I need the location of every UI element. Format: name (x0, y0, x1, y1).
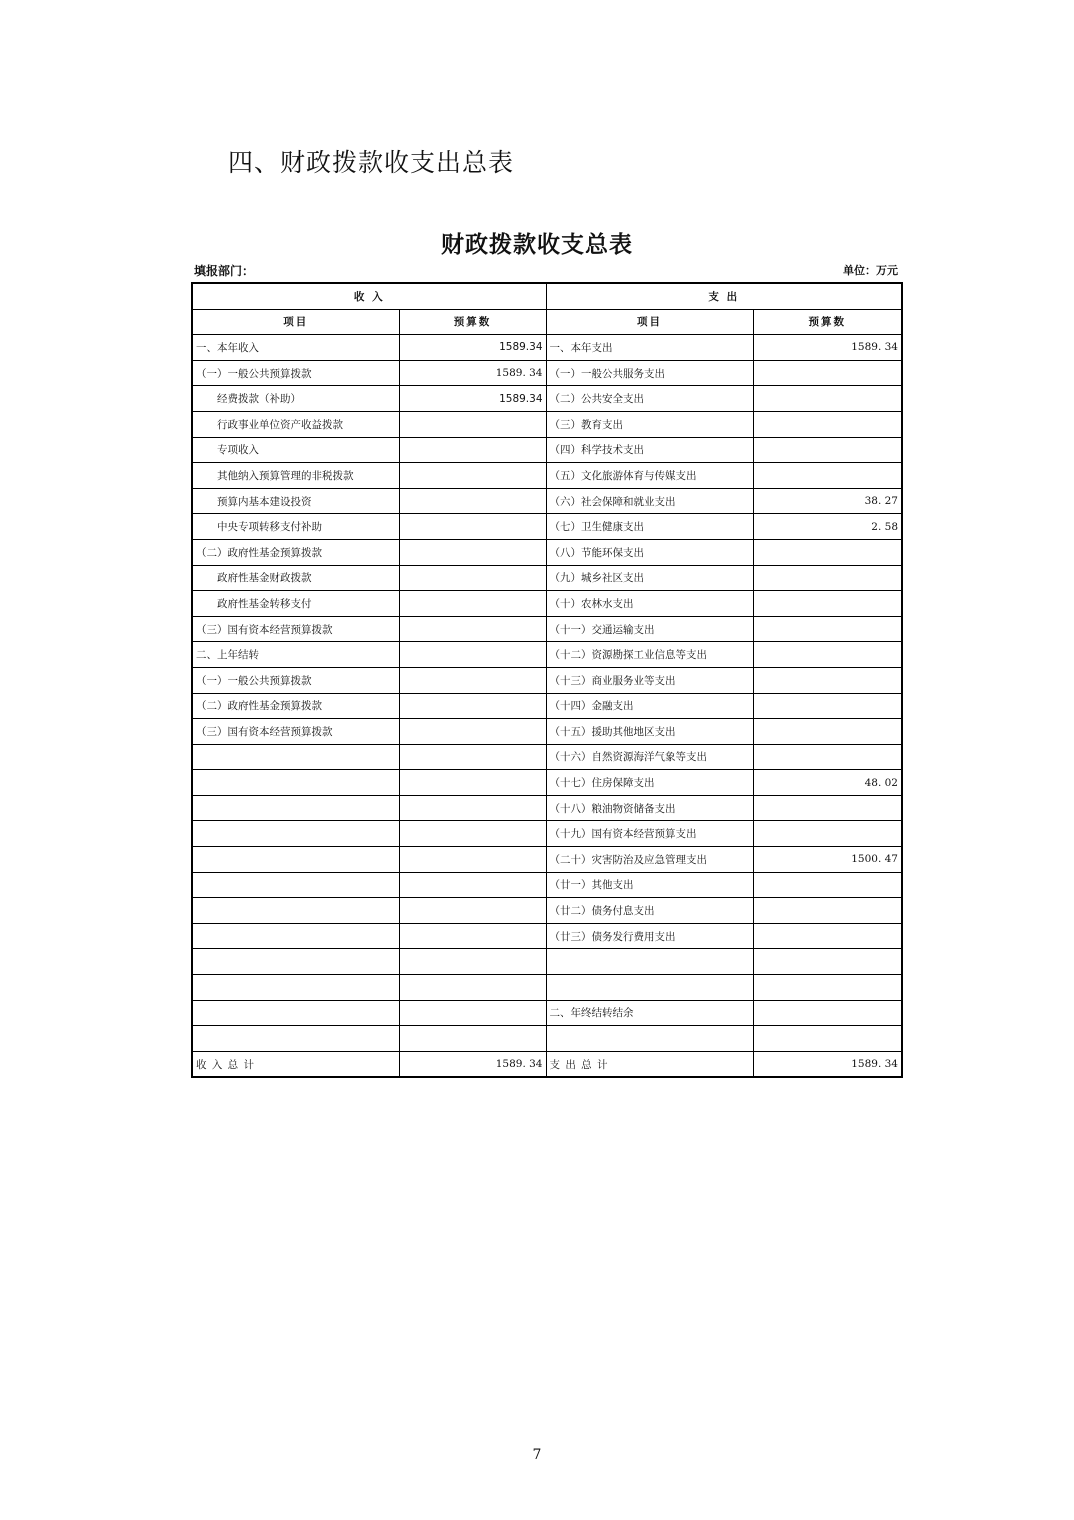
table-row (192, 360, 902, 386)
expense-value: 2. 58 (753, 514, 902, 540)
income-item (192, 847, 399, 873)
expense-value: 48. 02 (753, 770, 902, 796)
expense-item (546, 1026, 753, 1052)
expense-item: （五）文化旅游体育与传媒支出 (546, 463, 753, 489)
income-item: （三）国有资本经营预算拨款 (192, 616, 399, 642)
income-item (192, 1026, 399, 1052)
expense-value (753, 591, 902, 617)
income-value (399, 539, 546, 565)
expense-value: 1500. 47 (753, 847, 902, 873)
income-total-label: 收 入 总 计 (192, 1051, 399, 1077)
income-value (399, 616, 546, 642)
income-item (192, 872, 399, 898)
totals-row (192, 1051, 902, 1077)
table-row (192, 872, 902, 898)
income-item (192, 1000, 399, 1026)
expense-item: （十一）交通运输支出 (546, 616, 753, 642)
income-item (192, 795, 399, 821)
expense-item: （十三）商业服务业等支出 (546, 667, 753, 693)
table-row (192, 1026, 902, 1052)
expense-item: （十八）粮油物资储备支出 (546, 795, 753, 821)
income-item: （二）政府性基金预算拨款 (192, 693, 399, 719)
unit-label: 单位：万元 (843, 264, 898, 277)
expense-item: （廿一）其他支出 (546, 872, 753, 898)
expense-value (753, 539, 902, 565)
expense-item: （九）城乡社区支出 (546, 565, 753, 591)
table-row (192, 975, 902, 1001)
income-value (399, 565, 546, 591)
table-row (192, 795, 902, 821)
expense-value (753, 975, 902, 1001)
income-value (399, 744, 546, 770)
expense-item: （十五）援助其他地区支出 (546, 719, 753, 745)
income-value: 1589.34 (399, 335, 546, 361)
table-row (192, 1000, 902, 1026)
income-item: 专项收入 (192, 437, 399, 463)
expense-item: （八）节能环保支出 (546, 539, 753, 565)
expense-item: （二十）灾害防治及应急管理支出 (546, 847, 753, 873)
expense-total-value: 1589. 34 (753, 1051, 902, 1077)
income-value (399, 642, 546, 668)
table-row (192, 488, 902, 514)
expense-item: （廿二）债务付息支出 (546, 898, 753, 924)
expense-item: （四）科学技术支出 (546, 437, 753, 463)
expense-item: （十二）资源勘探工业信息等支出 (546, 642, 753, 668)
header-row-group (192, 283, 902, 309)
income-value (399, 975, 546, 1001)
expense-value (753, 949, 902, 975)
expense-value (753, 642, 902, 668)
table-row (192, 514, 902, 540)
budget-table (191, 282, 903, 1078)
income-item: 行政事业单位资产收益拨款 (192, 411, 399, 437)
expense-value (753, 565, 902, 591)
income-value (399, 463, 546, 489)
income-value (399, 437, 546, 463)
income-item: 中央专项转移支付补助 (192, 514, 399, 540)
table-row (192, 335, 902, 361)
page-number: 7 (532, 1447, 542, 1463)
income-item: （一）一般公共预算拨款 (192, 360, 399, 386)
table-row (192, 642, 902, 668)
expense-value (753, 360, 902, 386)
expense-item-header: 项目 (546, 309, 753, 335)
table-row (192, 539, 902, 565)
income-value (399, 923, 546, 949)
expense-item: （十九）国有资本经营预算支出 (546, 821, 753, 847)
income-item: 政府性基金转移支付 (192, 591, 399, 617)
income-value (399, 898, 546, 924)
income-item (192, 821, 399, 847)
section-heading: 四、财政拨款收支出总表 (228, 148, 515, 177)
table-row (192, 693, 902, 719)
table-row (192, 898, 902, 924)
income-value (399, 667, 546, 693)
income-value (399, 591, 546, 617)
income-item: 预算内基本建设投资 (192, 488, 399, 514)
income-item: 二、上年结转 (192, 642, 399, 668)
expense-value (753, 1000, 902, 1026)
expense-item: （六）社会保障和就业支出 (546, 488, 753, 514)
table-row (192, 667, 902, 693)
expense-total-label: 支 出 总 计 (546, 1051, 753, 1077)
table-row (192, 437, 902, 463)
expense-item: （二）公共安全支出 (546, 386, 753, 412)
expense-value (753, 795, 902, 821)
table-row (192, 463, 902, 489)
expense-value (753, 872, 902, 898)
expense-value (753, 821, 902, 847)
expense-item: （十七）住房保障支出 (546, 770, 753, 796)
income-item (192, 949, 399, 975)
income-item: （一）一般公共预算拨款 (192, 667, 399, 693)
income-item: （三）国有资本经营预算拨款 (192, 719, 399, 745)
income-value (399, 411, 546, 437)
income-header: 收 入 (192, 283, 546, 309)
department-label: 填报部门： (194, 264, 255, 278)
expense-item: （一）一般公共服务支出 (546, 360, 753, 386)
income-item (192, 923, 399, 949)
income-value (399, 1026, 546, 1052)
income-item (192, 975, 399, 1001)
income-value (399, 795, 546, 821)
expense-value (753, 1026, 902, 1052)
income-item: 经费拨款（补助） (192, 386, 399, 412)
income-total-value: 1589. 34 (399, 1051, 546, 1077)
table-title: 财政拨款收支总表 (441, 232, 633, 258)
table-row (192, 923, 902, 949)
income-value: 1589. 34 (399, 360, 546, 386)
table-row (192, 565, 902, 591)
expense-item: 一、本年支出 (546, 335, 753, 361)
expense-item: （十）农林水支出 (546, 591, 753, 617)
table-row (192, 411, 902, 437)
table-row (192, 821, 902, 847)
expense-value (753, 693, 902, 719)
expense-value (753, 437, 902, 463)
expense-value (753, 616, 902, 642)
table-row (192, 616, 902, 642)
income-value (399, 1000, 546, 1026)
table-row (192, 949, 902, 975)
expense-item: 二、年终结转结余 (546, 1000, 753, 1026)
income-value (399, 770, 546, 796)
expense-value (753, 898, 902, 924)
expense-item: （七）卫生健康支出 (546, 514, 753, 540)
expense-budget-header: 预算数 (753, 309, 902, 335)
income-item (192, 898, 399, 924)
income-item-header: 项目 (192, 309, 399, 335)
income-item: 政府性基金财政拨款 (192, 565, 399, 591)
expense-value (753, 719, 902, 745)
income-value (399, 821, 546, 847)
expense-value (753, 411, 902, 437)
income-item: 其他纳入预算管理的非税拨款 (192, 463, 399, 489)
expense-item (546, 975, 753, 1001)
expense-value (753, 923, 902, 949)
expense-item: （十四）金融支出 (546, 693, 753, 719)
expense-value (753, 744, 902, 770)
expense-value: 1589. 34 (753, 335, 902, 361)
table-row (192, 744, 902, 770)
income-value (399, 488, 546, 514)
expense-item: （三）教育支出 (546, 411, 753, 437)
table-row (192, 386, 902, 412)
income-value: 1589.34 (399, 386, 546, 412)
income-value (399, 514, 546, 540)
expense-value (753, 667, 902, 693)
income-value (399, 847, 546, 873)
income-budget-header: 预算数 (399, 309, 546, 335)
income-item: 一、本年收入 (192, 335, 399, 361)
expense-item: （十六）自然资源海洋气象等支出 (546, 744, 753, 770)
expense-value (753, 386, 902, 412)
income-value (399, 872, 546, 898)
expense-item (546, 949, 753, 975)
income-value (399, 949, 546, 975)
income-value (399, 693, 546, 719)
table-row (192, 719, 902, 745)
expense-header: 支 出 (546, 283, 902, 309)
table-row (192, 591, 902, 617)
income-item (192, 770, 399, 796)
expense-value: 38. 27 (753, 488, 902, 514)
table-row (192, 847, 902, 873)
table-row (192, 770, 902, 796)
expense-item: （廿三）债务发行费用支出 (546, 923, 753, 949)
income-value (399, 719, 546, 745)
income-item (192, 744, 399, 770)
header-row-columns (192, 309, 902, 335)
income-item: （二）政府性基金预算拨款 (192, 539, 399, 565)
expense-value (753, 463, 902, 489)
